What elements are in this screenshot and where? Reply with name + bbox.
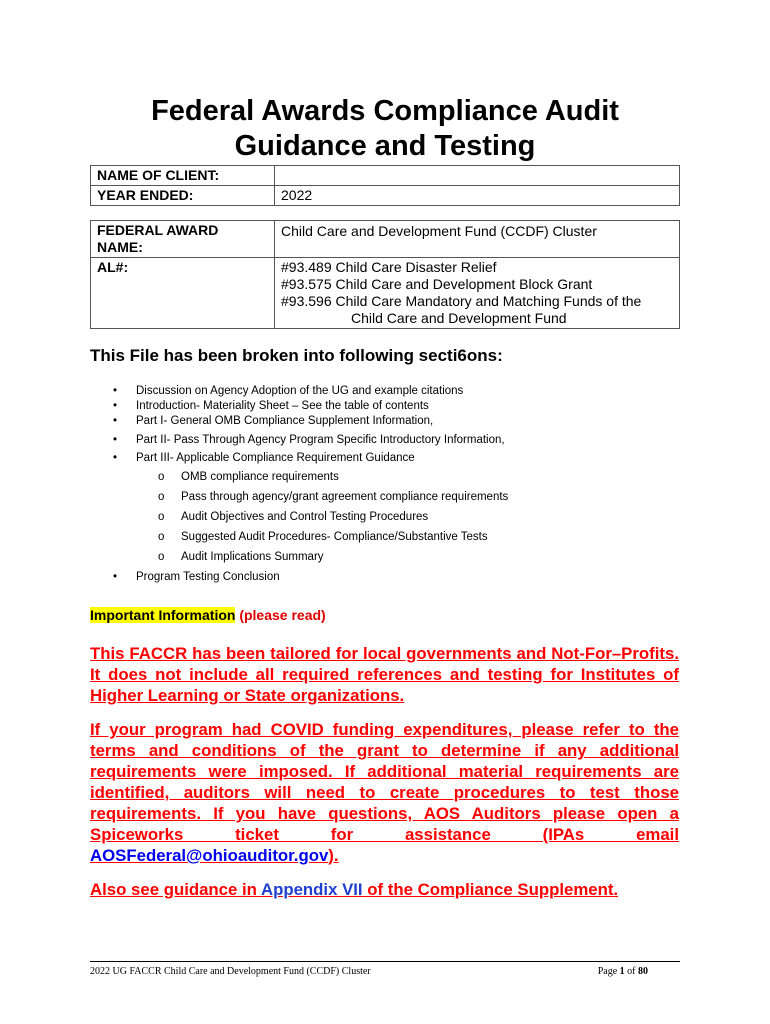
subsection-text: OMB compliance requirements xyxy=(181,471,339,483)
al-item: Child Care and Development Fund xyxy=(351,310,567,326)
appendix-vii-link[interactable]: Appendix VII xyxy=(260,880,363,899)
section-item-text: Program Testing Conclusion xyxy=(136,571,280,583)
al-number-list xyxy=(275,258,680,329)
subsection-text: Suggested Audit Procedures- Compliance/Substantive Tests xyxy=(181,531,488,543)
page-prefix: Page xyxy=(597,966,620,977)
title-line-1: Federal Awards Compliance Audit xyxy=(151,95,619,127)
aos-email-link[interactable]: AOSFederal@ohioauditor.gov xyxy=(90,846,329,865)
circle-bullet-icon: o xyxy=(158,531,165,543)
bullet-icon: • xyxy=(113,452,118,464)
al-item: #93.489 Child Care Disaster Relief xyxy=(281,259,497,275)
federal-award-name-value: Child Care and Development Fund (CCDF) Cluster xyxy=(275,221,680,258)
important-info-heading xyxy=(90,607,326,623)
bullet-icon: • xyxy=(113,400,118,412)
section-item xyxy=(90,450,508,567)
subsection-item xyxy=(136,507,508,527)
footer-page-number xyxy=(598,966,648,977)
please-read-note: (please read) xyxy=(235,607,326,623)
al-item: #93.596 Child Care Mandatory and Matching Funds of the xyxy=(281,293,642,309)
al-number-label: AL#: xyxy=(91,258,275,329)
circle-bullet-icon: o xyxy=(158,551,165,563)
year-ended-label: YEAR ENDED: xyxy=(91,186,275,206)
subsection-item xyxy=(136,467,508,487)
section-item xyxy=(90,399,508,414)
bullet-icon: • xyxy=(113,571,118,583)
circle-bullet-icon: o xyxy=(158,491,165,503)
award-info-table xyxy=(90,220,680,329)
current-page: 1 xyxy=(619,966,625,977)
section-item xyxy=(90,384,508,399)
section-item xyxy=(90,414,508,431)
section-item-text: Discussion on Agency Adoption of the UG and example citations xyxy=(136,385,464,397)
title-line-2: Guidance and Testing xyxy=(234,130,536,162)
client-info-table xyxy=(90,165,680,206)
subsection-text: Audit Implications Summary xyxy=(181,551,324,563)
footer-divider xyxy=(90,961,680,962)
bullet-icon: • xyxy=(113,434,118,446)
page-footer xyxy=(90,966,648,977)
important-info-label: Important Information xyxy=(90,607,236,623)
page-of: of xyxy=(624,966,638,977)
circle-bullet-icon: o xyxy=(158,471,165,483)
also-see-pre: Also see guidance in xyxy=(90,880,261,899)
sections-heading: This File has been broken into following secti6ons: xyxy=(90,346,503,365)
sections-list xyxy=(90,384,508,587)
section-item-text: Introduction- Materiality Sheet – See the table of contents xyxy=(136,400,429,412)
section-item xyxy=(90,567,508,587)
federal-award-name-label xyxy=(91,221,275,258)
subsection-text: Pass through agency/grant agreement compliance requirements xyxy=(181,491,509,503)
subsection-item xyxy=(136,527,508,547)
section-item-text: Part III- Applicable Compliance Requirement Guidance xyxy=(136,452,415,464)
section-item-text: Part I- General OMB Compliance Supplement Information, xyxy=(136,415,434,427)
al-item: #93.575 Child Care and Development Block Grant xyxy=(281,276,593,292)
year-ended-value: 2022 xyxy=(275,186,680,206)
subsection-item xyxy=(136,487,508,507)
also-see-guidance xyxy=(90,880,618,900)
subsection-text: Audit Objectives and Control Testing Procedures xyxy=(181,511,429,523)
client-name-label: NAME OF CLIENT: xyxy=(91,166,275,186)
section-item xyxy=(90,431,508,450)
also-see-post: of the Compliance Supplement. xyxy=(362,880,619,899)
circle-bullet-icon: o xyxy=(158,511,165,523)
covid-funding-paragraph xyxy=(90,719,679,866)
federal-award-label-line-1: FEDERAL AWARD xyxy=(97,222,219,238)
covid-funding-text: If your program had COVID funding expenditures, please refer to the terms and conditions of the grant to determine if any additional requirements were imposed. If additional material requirements are identified, auditors will need to create procedures to test those requirements. If you have questions, AOS Auditors please open a Spiceworks ticket for assistance (IPAs email xyxy=(90,720,679,844)
federal-award-label-line-2: NAME: xyxy=(97,239,143,255)
section-item-text: Part II- Pass Through Agency Program Specific Introductory Information, xyxy=(136,434,505,446)
bullet-icon: • xyxy=(113,415,118,427)
document-title xyxy=(0,94,770,164)
tailored-notice-paragraph: This FACCR has been tailored for local governments and Not-For–Profits. It does not include all required references and testing for Institutes of Higher Learning or State organizations. xyxy=(90,644,679,705)
subsection-item xyxy=(136,547,508,567)
footer-document-title: 2022 UG FACCR Child Care and Development Fund (CCDF) Cluster xyxy=(90,966,371,977)
total-pages: 80 xyxy=(638,966,648,977)
client-name-value xyxy=(275,166,680,186)
covid-funding-end: ). xyxy=(328,846,339,865)
compliance-subsections xyxy=(136,467,508,567)
bullet-icon: • xyxy=(113,385,118,397)
